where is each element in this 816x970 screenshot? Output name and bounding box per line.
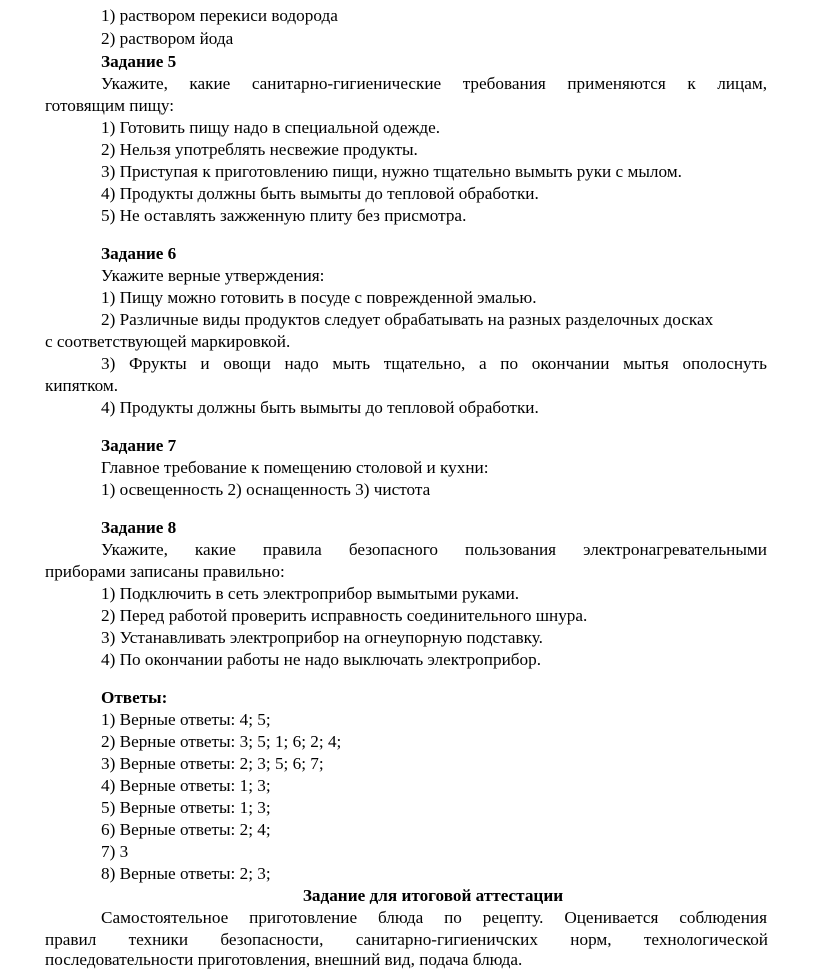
task-8-question-cont: приборами записаны правильно:: [45, 562, 285, 581]
task-7-heading: Задание 7: [101, 436, 177, 455]
task-6-option-cont: с соответствующей маркировкой.: [45, 332, 291, 351]
task-8-question: Укажите, какие правила безопасного пользования электронагревательными: [101, 540, 767, 559]
task-7-question: Главное требование к помещению столовой и кухни:: [101, 458, 489, 477]
task-5-option: 3) Приступая к приготовлению пищи, нужно тщательно вымыть руки с мылом.: [101, 162, 682, 181]
answer-item: 6) Верные ответы: 2; 4;: [101, 820, 271, 839]
task-5-option: 1) Готовить пищу надо в специальной одежде.: [101, 118, 440, 137]
task-6-heading: Задание 6: [101, 244, 177, 263]
answer-item: 4) Верные ответы: 1; 3;: [101, 776, 271, 795]
task-5-heading: Задание 5: [101, 52, 177, 71]
task-8-option: 1) Подключить в сеть электроприбор вымытыми руками.: [101, 584, 520, 603]
task-5-question: Укажите, какие санитарно-гигиенические требования применяются к лицам,: [101, 74, 767, 93]
task-5-option: 4) Продукты должны быть вымыты до тепловой обработки.: [101, 184, 539, 203]
task-8-option: 4) По окончании работы не надо выключать электроприбор.: [101, 650, 541, 669]
task-6-question: Укажите верные утверждения:: [101, 266, 325, 285]
answer-item: 3) Верные ответы: 2; 3; 5; 6; 7;: [101, 754, 324, 773]
answer-item: 1) Верные ответы: 4; 5;: [101, 710, 271, 729]
task-5-question-cont: готовящим пищу:: [45, 96, 175, 115]
task-7-options: 1) освещенность 2) оснащенность 3) чистота: [101, 480, 431, 499]
final-task-text: правил техники безопасности, санитарно-гигиеничских норм, технологической: [45, 930, 768, 949]
task-6-option: 2) Различные виды продуктов следует обрабатывать на разных разделочных досках: [101, 310, 714, 329]
intro-item: 2) раствором йода: [101, 29, 234, 48]
task-6-option: 3) Фрукты и овощи надо мыть тщательно, а по окончании мытья ополоснуть: [101, 354, 767, 373]
intro-item: 1) раствором перекиси водорода: [101, 6, 338, 25]
final-task-heading: Задание для итоговой аттестации: [302, 886, 564, 905]
answer-item: 8) Верные ответы: 2; 3;: [101, 864, 271, 883]
final-task-text: Самостоятельное приготовление блюда по рецепту. Оценивается соблюдения: [101, 908, 767, 927]
task-5-option: 5) Не оставлять зажженную плиту без присмотра.: [101, 206, 467, 225]
answer-item: 5) Верные ответы: 1; 3;: [101, 798, 271, 817]
answer-item: 2) Верные ответы: 3; 5; 1; 6; 2; 4;: [101, 732, 342, 751]
task-6-option-cont: кипятком.: [45, 376, 119, 395]
answers-heading: Ответы:: [101, 688, 168, 707]
final-task-text: последовательности приготовления, внешний вид, подача блюда.: [45, 950, 523, 969]
task-8-option: 2) Перед работой проверить исправность соединительного шнура.: [101, 606, 588, 625]
task-8-option: 3) Устанавливать электроприбор на огнеупорную подставку.: [101, 628, 543, 647]
task-6-option: 1) Пищу можно готовить в посуде с поврежденной эмалью.: [101, 288, 537, 307]
task-6-option: 4) Продукты должны быть вымыты до тепловой обработки.: [101, 398, 539, 417]
answer-item: 7) 3: [101, 842, 129, 861]
task-5-option: 2) Нельзя употреблять несвежие продукты.: [101, 140, 418, 159]
task-8-heading: Задание 8: [101, 518, 177, 537]
